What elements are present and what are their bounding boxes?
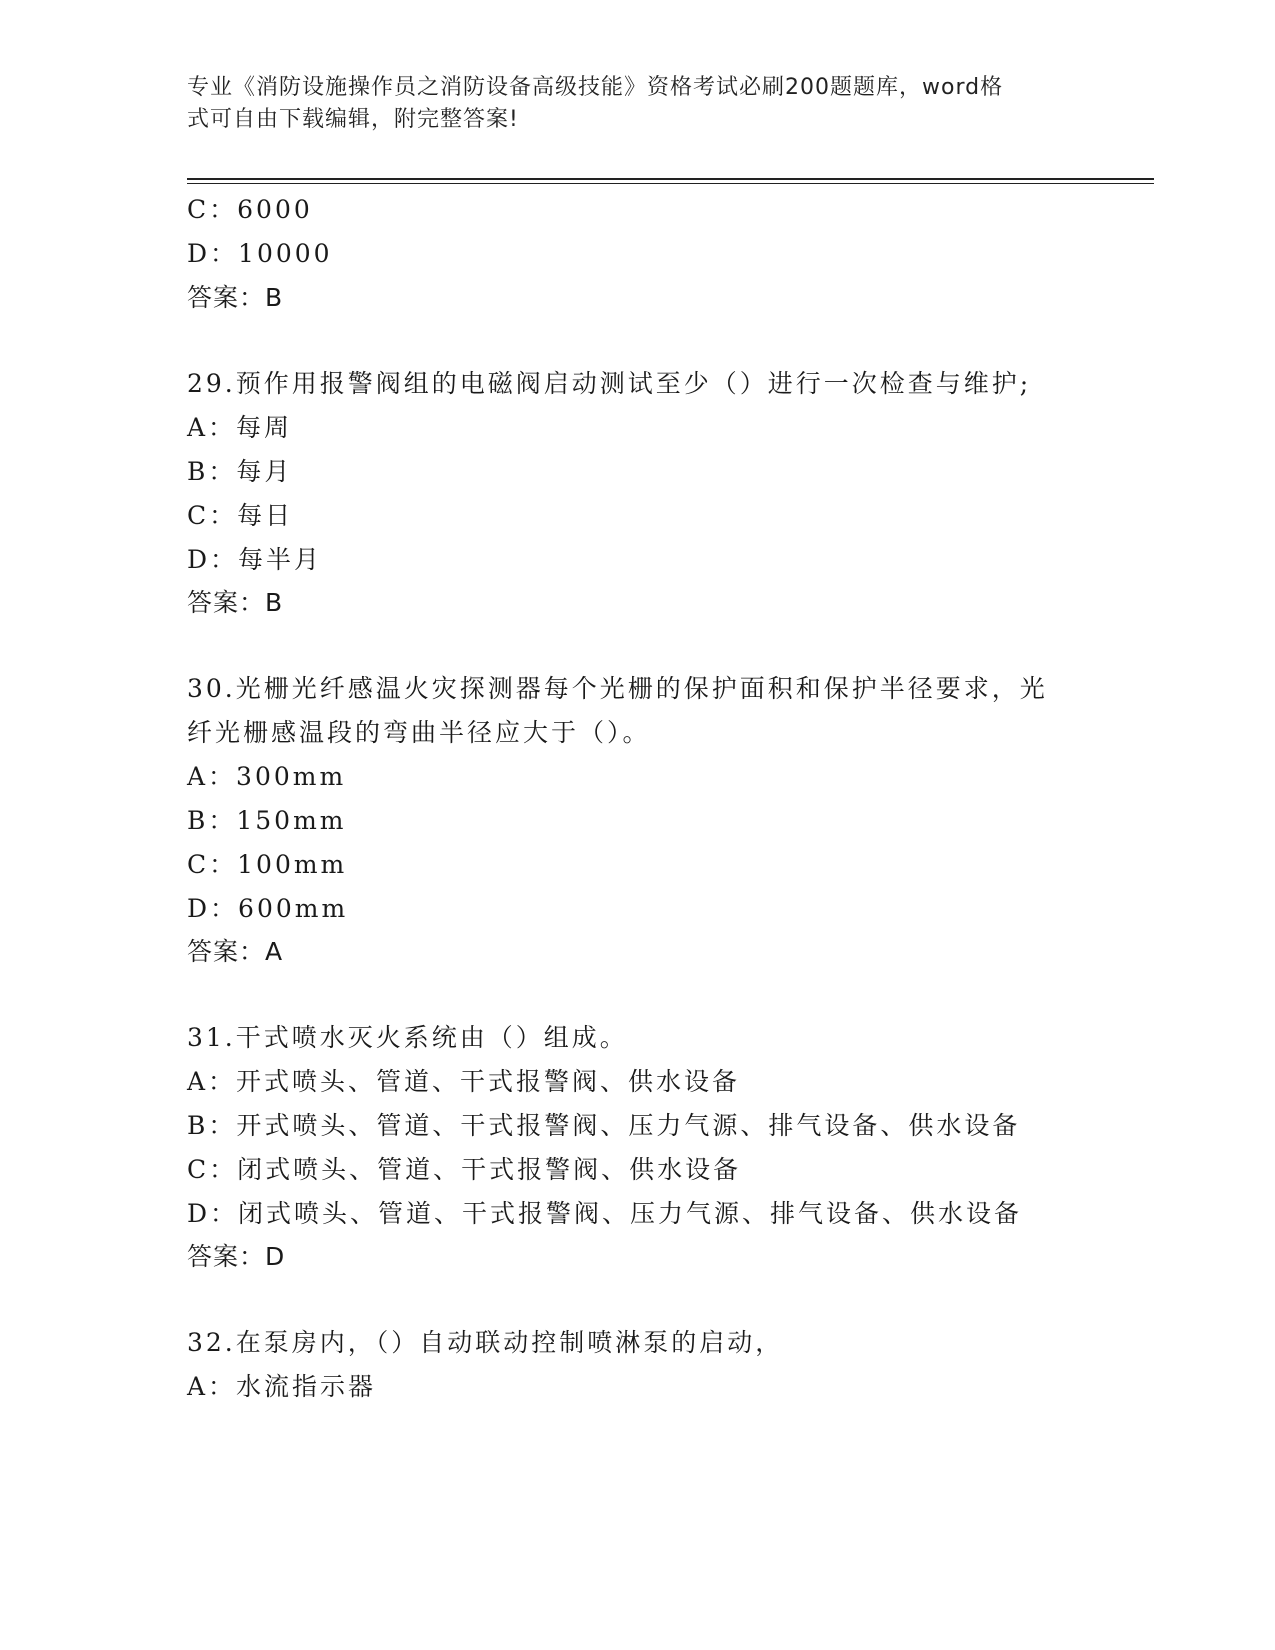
header-line-1: 专业《消防设施操作员之消防设备高级技能》资格考试必刷200题题库，word格 [187,75,1004,100]
answer-label: 答案：A [187,937,284,966]
answer-label: 答案：B [187,588,284,617]
option-c: C：每日 [187,501,294,530]
header-divider-thin [187,183,1154,184]
option-d: D：10000 [187,239,333,268]
option-d: D：闭式喷头、管道、干式报警阀、压力气源、排气设备、供水设备 [187,1199,1023,1228]
option-a: A：300mm [187,762,347,791]
option-b: B：150mm [187,806,347,835]
header-line-2: 式可自由下载编辑，附完整答案! [187,107,519,132]
answer-label: 答案：B [187,283,284,312]
option-d: D：600mm [187,894,349,923]
option-c: C：闭式喷头、管道、干式报警阀、供水设备 [187,1155,742,1184]
question-stem-continued: 纤光栅感温段的弯曲半径应大于（）。 [187,718,651,747]
option-d: D：每半月 [187,545,323,574]
option-a: A：开式喷头、管道、干式报警阀、供水设备 [187,1067,741,1096]
option-c: C：6000 [187,195,313,224]
option-b: B：开式喷头、管道、干式报警阀、压力气源、排气设备、供水设备 [187,1111,1021,1140]
option-c: C：100mm [187,850,348,879]
answer-label: 答案：D [187,1242,286,1271]
document-header [187,72,1067,136]
question-stem: 31.干式喷水灭火系统由（）组成。 [187,1023,628,1052]
question-stem: 32.在泵房内，（）自动联动控制喷淋泵的启动， [187,1328,784,1357]
question-stem: 30.光栅光纤感温火灾探测器每个光栅的保护面积和保护半径要求，光 [187,674,1048,703]
option-b: B：每月 [187,457,293,486]
question-stem: 29.预作用报警阀组的电磁阀启动测试至少（）进行一次检查与维护; [187,369,1032,398]
option-a: A：水流指示器 [187,1372,377,1401]
header-divider-thick [187,178,1154,180]
option-a: A：每周 [187,413,293,442]
